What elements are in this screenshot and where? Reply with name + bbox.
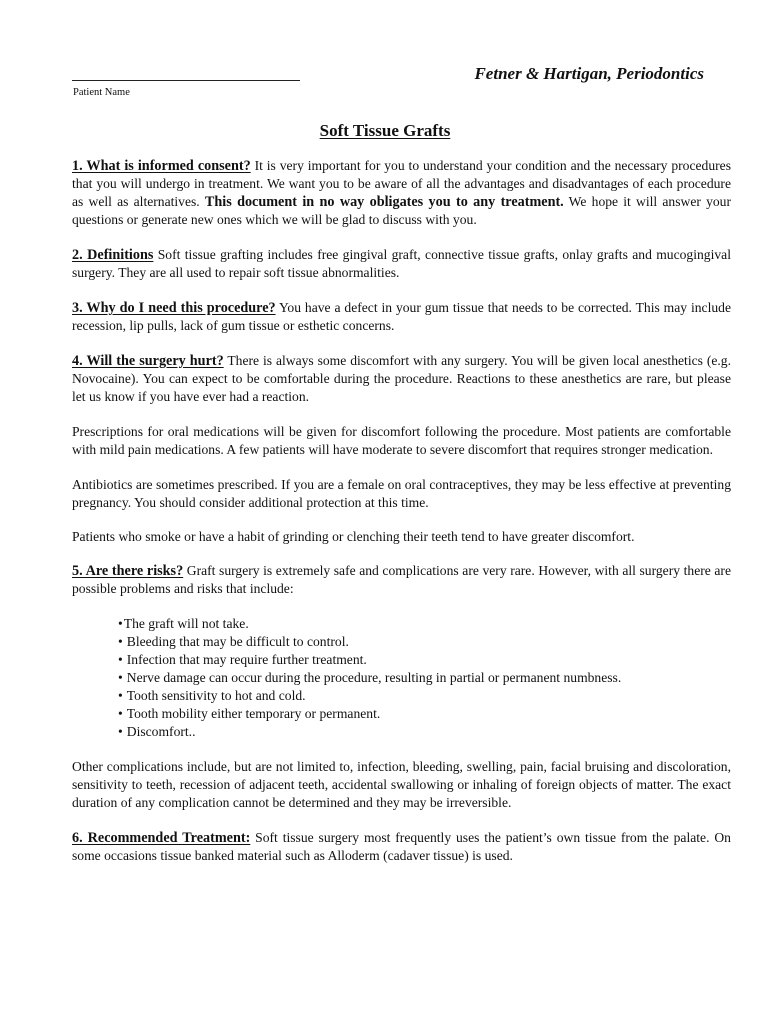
bullet-icon: • xyxy=(118,688,123,703)
list-item-text: Tooth sensitivity to hot and cold. xyxy=(126,688,306,703)
patient-name-line xyxy=(72,80,300,81)
bullet-icon: • xyxy=(118,616,123,631)
section-risks xyxy=(72,562,731,598)
list-item-text: Infection that may require further treatment. xyxy=(126,652,367,667)
section-text: Soft tissue grafting includes free gingival graft, connective tissue grafts, onlay grafts and mucogingival surgery. They are all used to repair soft tissue abnormalities. xyxy=(72,247,731,280)
list-item-text: The graft will not take. xyxy=(123,616,249,631)
other-complications-paragraph: Other complications include, but are not limited to, infection, bleeding, swelling, pain, facial bruising and discoloration, sensitivity to teeth, recession of adjacent teeth, accidental swallowing or inhaling of foreign objects of matter. The exact duration of any complication cannot be determined and they may be irreversible. xyxy=(72,759,731,810)
section-heading: 2. Definitions xyxy=(72,247,154,263)
smoking-paragraph: Patients who smoke or have a habit of grinding or clenching their teeth tend to have greater discomfort. xyxy=(72,529,635,544)
bullet-icon: • xyxy=(118,706,123,721)
bullet-icon: • xyxy=(118,634,123,649)
section-surgery-hurt xyxy=(72,352,731,406)
prescriptions-paragraph: Prescriptions for oral medications will be given for discomfort following the procedure. Most patients are comfortable with mild pain medications. A few patients will have moderate to severe discomfort that requires stronger medication. xyxy=(72,424,731,457)
section-heading: 1. What is informed consent? xyxy=(72,158,251,174)
list-item-text: Discomfort.. xyxy=(126,724,196,739)
section-heading: 3. Why do I need this procedure? xyxy=(72,300,276,316)
bullet-icon: • xyxy=(118,652,123,667)
section-text: It is very important for you to understand your condition and the necessary procedures that you will undergo in treatment. We want you to be aware of all the advantages and disadvantages of each procedure as well as alternatives. xyxy=(72,158,731,209)
obligation-statement: This document in no way obligates you to any treatment. xyxy=(204,194,564,210)
list-item xyxy=(118,723,731,741)
section-text: We hope it will answer your questions or generate new ones which we will be glad to discuss with you. xyxy=(72,194,731,227)
section-why-needed xyxy=(72,299,731,335)
practice-name: Fetner & Hartigan, Periodontics xyxy=(474,64,704,83)
list-item xyxy=(118,633,731,651)
section-recommended-treatment xyxy=(72,829,731,865)
list-item xyxy=(118,687,731,705)
list-item xyxy=(118,615,731,633)
bullet-icon: • xyxy=(118,670,123,685)
section-informed-consent xyxy=(72,157,731,229)
list-item-text: Tooth mobility either temporary or permanent. xyxy=(126,706,381,721)
section-heading: 5. Are there risks? xyxy=(72,563,184,579)
bullet-icon: • xyxy=(118,724,123,739)
section-heading: 6. Recommended Treatment: xyxy=(72,830,251,846)
list-item xyxy=(118,705,731,723)
section-text: Soft tissue surgery most frequently uses the patient’s own tissue from the palate. On some occasions tissue banked material such as Alloderm (cadaver tissue) is used. xyxy=(72,830,731,863)
list-item xyxy=(118,669,731,687)
section-text: There is always some discomfort with any surgery. You will be given local anesthetics (e.g. Novocaine). You can expect to be comfortable during the procedure. Reactions to these anesthetics are rare, but please let us know if you have ever had a reaction. xyxy=(72,353,731,404)
document-title: Soft Tissue Grafts xyxy=(319,121,451,140)
section-text: Graft surgery is extremely safe and complications are very rare. However, with all surgery there are possible problems and risks that include: xyxy=(72,563,731,596)
list-item-text: Bleeding that may be difficult to control. xyxy=(126,634,349,649)
patient-name-label: Patient Name xyxy=(73,87,130,98)
risk-list xyxy=(118,615,731,741)
section-text: You have a defect in your gum tissue that needs to be corrected. This may include recession, lip pulls, lack of gum tissue or esthetic concerns. xyxy=(72,300,731,333)
list-item xyxy=(118,651,731,669)
document-body xyxy=(72,157,731,882)
section-heading: 4. Will the surgery hurt? xyxy=(72,353,224,369)
list-item-text: Nerve damage can occur during the procedure, resulting in partial or permanent numbness. xyxy=(126,670,622,685)
antibiotics-paragraph: Antibiotics are sometimes prescribed. If you are a female on oral contraceptives, they may be less effective at preventing pregnancy. You should consider additional protection at this time. xyxy=(72,477,731,510)
section-definitions xyxy=(72,246,731,282)
